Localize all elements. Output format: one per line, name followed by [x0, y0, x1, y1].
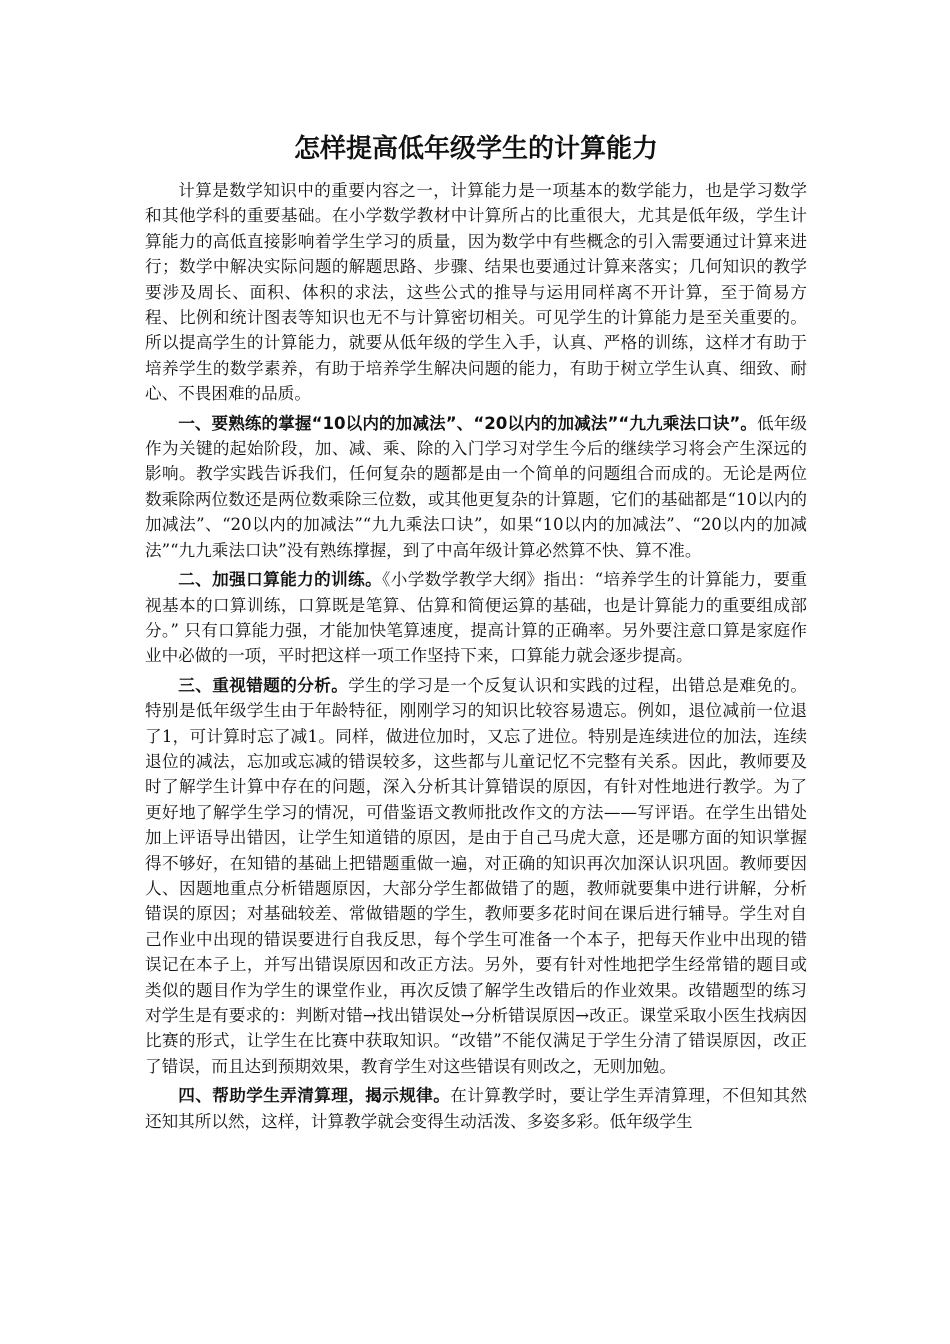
section-heading: 二、加强口算能力的训练。 [178, 570, 383, 590]
paragraph-text: 《小学数学教学大纲》指出：“培养学生的计算能力，要重视基本的口算训练，口算既是笔算、估算和简便运算的基础，也是计算能力的重要组成部分。” 只有口算能力强，才能加快笔算速度，提高计算的正确率。另外要注意口算是家庭作业中必做的一项，平时把这样一项工作坚持下来，口算能力就会逐步提高。 [145, 570, 808, 666]
paragraph-text: 低年级作为关键的起始阶段，加、减、乘、除的入门学习对学生今后的继续学习将会产生深远的影响。教学实践告诉我们，任何复杂的题都是由一个简单的问题组合而成的。无论是两位数乘除两位数还是两位数乘除三位数，或其他更复杂的计算题，它们的基础都是“10以内的加减法”、“20以内的加减法”“九九乘法口诀”，如果“10以内的加减法”、“20以内的加减法”“九九乘法口诀”没有熟练撑握，到了中高年级计算必然算不快、算不准。 [145, 413, 808, 560]
section-heading: 三、重视错题的分析。 [178, 675, 349, 695]
document-title: 怎样提高低年级学生的计算能力 [293, 134, 658, 164]
paragraph-intro [145, 178, 807, 407]
paragraph-text: 学生的学习是一个反复认识和实践的过程，出错总是难免的。特别是低年级学生由于年龄特征，刚刚学习的知识比较容易遗忘。例如，退位减前一位退了1，可计算时忘了减1。同样，做进位加时，又忘了进位。特别是连续进位的加法，连续退位的减法，忘加或忘减的错误较多，这些都与儿童记忆不完整有关系。因此，教师要及时了解学生计算中存在的问题，深入分析其计算错误的原因，有针对性地进行教学。为了更好地了解学生学习的情况，可借鉴语文教师批改作文的方法——写评语。在学生出错处加上评语导出错因，让学生知道错的原因，是由于自己马虎大意，还是哪方面的知识掌握得不够好，在知错的基础上把错题重做一遍，对正确的知识再次加深认识巩固。教师要因人、因题地重点分析错题原因，大部分学生都做错了的题，教师就要集中进行讲解，分析错误的原因；对基础较差、常做错题的学生，教师要多花时间在课后进行辅导。学生对自己作业中出现的错误要进行自我反思，每个学生可准备一个本子，把每天作业中出现的错误记在本子上，并写出错误原因和改正方法。另外，要有针对性地把学生经常错的题目或类似的题目作为学生的课堂作业，再次反馈了解学生改错后的作业效果。改错题型的练习对学生是有要求的：判断对错→找出错误处→分析错误原因→改正。课堂采取小医生找病因比赛的形式，让学生在比赛中获取知识。“改错”不能仅满足于学生分清了错误原因，改正了错误，而且达到预期效果，教育学生对这些错误有则改之，无则加勉。 [145, 675, 808, 1076]
document-page [145, 128, 807, 1134]
paragraph-text: 计算是数学知识中的重要内容之一，计算能力是一项基本的数学能力，也是学习数学和其他学科的重要基础。在小学数学教材中计算所占的比重很大，尤其是低年级，学生计算能力的高低直接影响着学生学习的质量，因为数学中有些概念的引入需要通过计算来进行；数学中解决实际问题的解题思路、步骤、结果也要通过计算来落实；几何知识的教学要涉及周长、面积、体积的求法，这些公式的推导与运用同样离不开计算，至于简易方程、比例和统计图表等知识也无不与计算密切相关。可见学生的计算能力是至关重要的。所以提高学生的计算能力，就要从低年级的学生入手，认真、严格的训练，这样才有助于培养学生的数学素养，有助于培养学生解决问题的能力，有助于树立学生认真、细致、耐心、不畏困难的品质。 [145, 181, 807, 404]
paragraph-section-4 [145, 1083, 807, 1134]
paragraph-section-2 [145, 567, 807, 669]
paragraph-section-3 [145, 673, 807, 1080]
paragraph-text: 在计算教学时，要让学生弄清算理，不但知其然还知其所以然，这样，计算教学就会变得生动活泼、多姿多彩。低年级学生 [145, 1086, 808, 1131]
section-heading: 一、要熟练的掌握“10以内的加减法”、“20以内的加减法”“九九乘法口诀”。 [178, 413, 758, 433]
paragraph-section-1 [145, 411, 807, 563]
section-heading: 四、帮助学生弄清算理，揭示规律。 [178, 1086, 451, 1106]
